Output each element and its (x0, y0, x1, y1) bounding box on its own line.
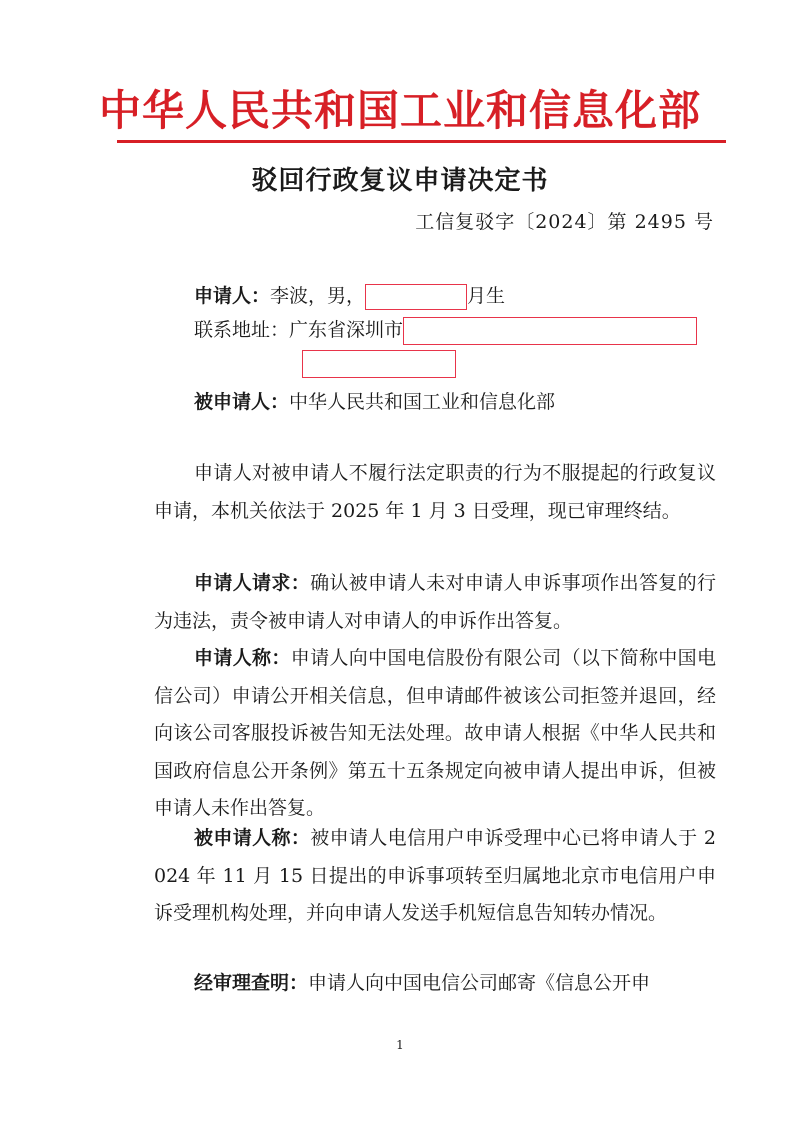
document-title: 驳回行政复议申请决定书 (251, 166, 549, 196)
applicant-label: 申请人： (194, 285, 271, 307)
page-number: 1 (396, 1038, 404, 1052)
applicant-value-suffix: 月生 (467, 285, 506, 307)
address-line (194, 315, 697, 345)
respondent-value: 中华人民共和国工业和信息化部 (289, 391, 556, 413)
respondent-claim-paragraph (154, 820, 716, 933)
finding-paragraph (154, 965, 716, 1003)
issuer-header: 中华人民共和国工业和信息化部 (98, 86, 701, 135)
address-value: 广东省深圳市 (289, 319, 404, 341)
address-label: 联系地址： (194, 319, 290, 341)
applicant-line (194, 281, 505, 310)
redacted-address-continuation (302, 350, 456, 378)
finding-label: 经审理查明： (194, 972, 309, 994)
respondent-label: 被申请人： (194, 391, 290, 413)
claim-text: 申请人向中国电信股份有限公司（以下简称中国电信公司）申请公开相关信息，但申请邮件被该公司拒签并退回，经向该公司客服投诉被告知无法处理。故申请人根据《中华人民共和国政府信息公开条例》第五十五条规定向被申请人提出申诉，但被申请人未作出答复。 (154, 647, 716, 819)
respondent-claim-label: 被申请人称： (194, 827, 311, 849)
request-paragraph (154, 565, 716, 640)
applicant-value-prefix: 李波，男， (270, 285, 366, 307)
request-label: 申请人请求： (194, 572, 311, 594)
red-header-rule (117, 140, 726, 143)
document-number: 工信复驳字〔2024〕第 2495 号 (415, 211, 714, 233)
finding-text: 申请人向中国电信公司邮寄《信息公开申 (308, 972, 651, 994)
claim-label: 申请人称： (194, 647, 291, 669)
redacted-birth-date (365, 284, 467, 310)
respondent-line (194, 387, 555, 414)
intro-paragraph: 申请人对被申请人不履行法定职责的行为不服提起的行政复议申请，本机关依法于 2025 年 1 月 3 日受理，现已审理终结。 (154, 462, 716, 522)
request-text: 确认被申请人未对申请人申诉事项作出答复的行为违法，责令被申请人对申请人的申诉作出答复。 (154, 572, 716, 632)
claim-paragraph (154, 640, 716, 828)
respondent-claim-text: 被申请人电信用户申诉受理中心已将申请人于 2024 年 11 月 15 日提出的申诉事项转至归属地北京市电信用户申诉受理机构处理，并向申请人发送手机短信息告知转办情况。 (154, 827, 716, 924)
redacted-address-detail (403, 317, 697, 345)
